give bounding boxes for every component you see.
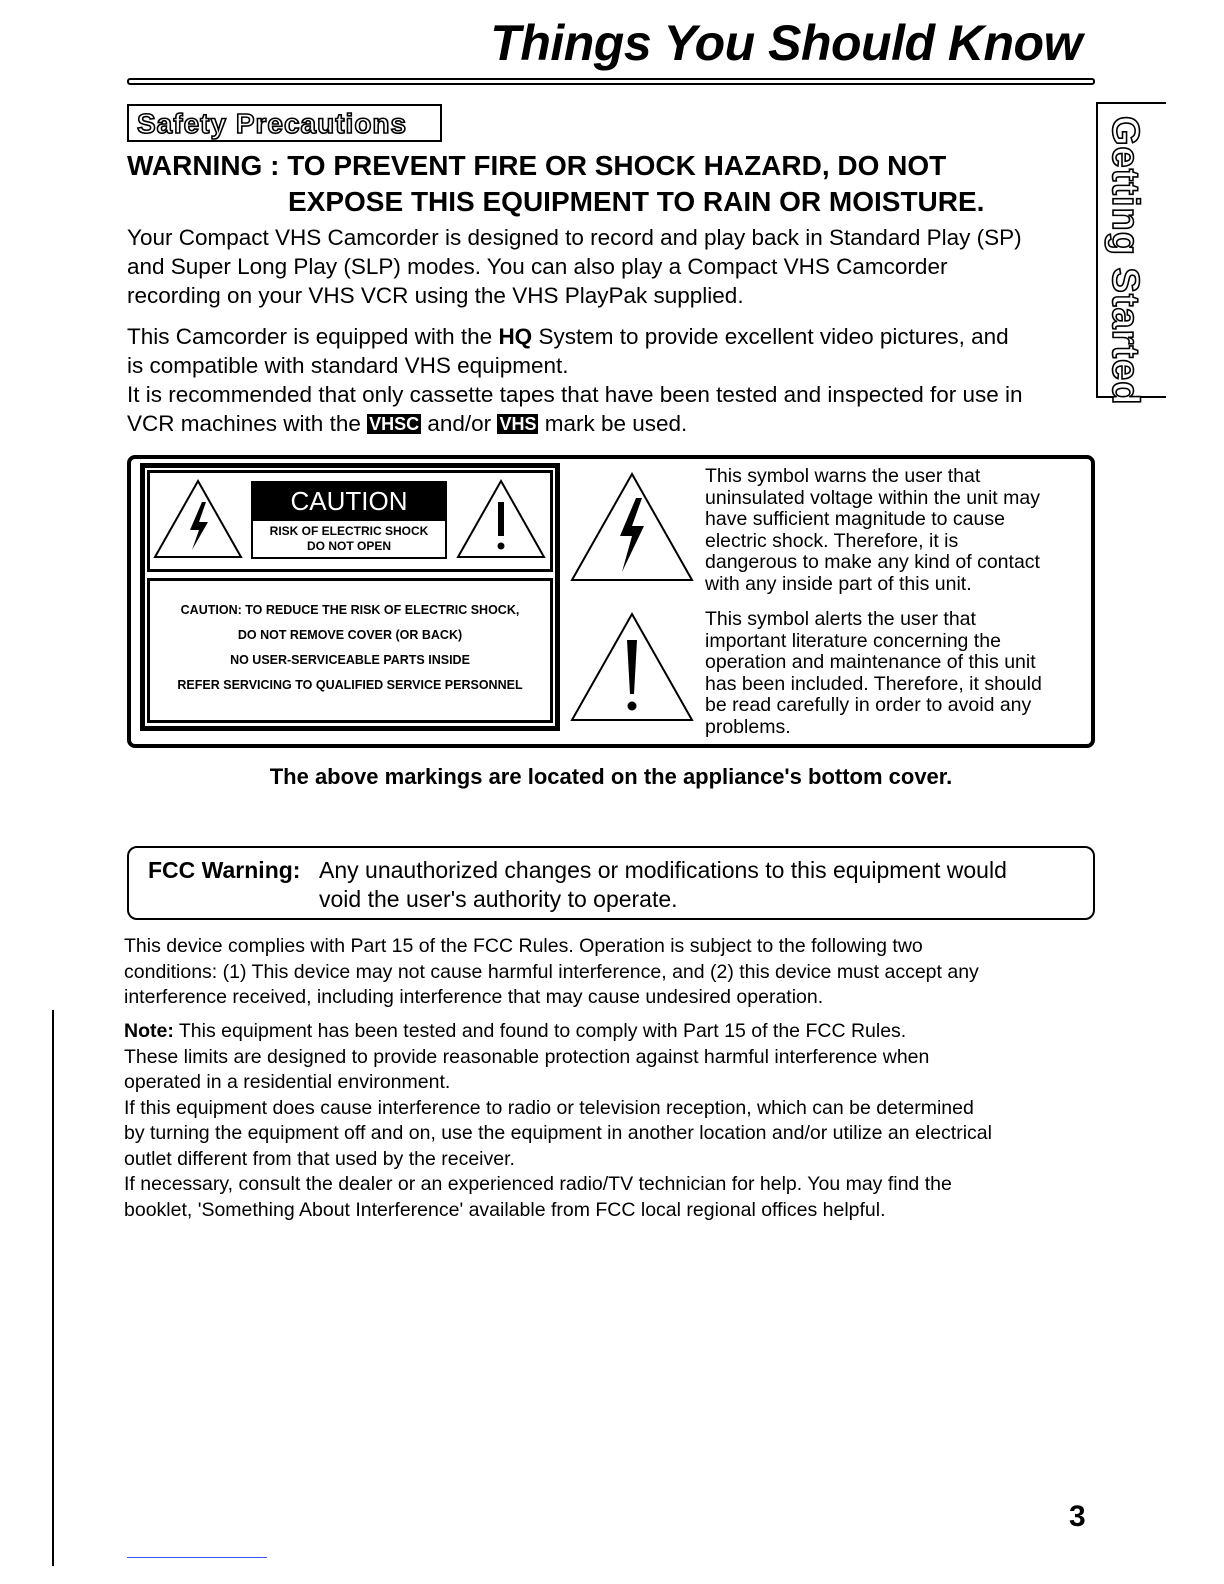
compliance-line: conditions: (1) This device may not cause harmful interference, and (2) this device must accept any [124, 960, 979, 983]
vhsc-mark-logo: VHSC [369, 414, 420, 434]
lightning-warning-icon [152, 478, 244, 560]
note-line: outlet different from that used by the receiver. [124, 1147, 515, 1170]
intro-paragraph-1 [127, 223, 1087, 310]
lightning-description [705, 466, 1085, 595]
note-line: booklet, 'Something About Interference' available from FCC local regional offices helpful. [124, 1198, 886, 1221]
intro-line: recording on your VHS VCR using the VHS PlayPak supplied. [127, 283, 744, 308]
note-label: Note: [124, 1020, 174, 1042]
description-line: has been included. Therefore, it should [705, 672, 1042, 695]
note-line: Note: This equipment has been tested and found to comply with Part 15 of the FCC Rules. [124, 1020, 907, 1042]
page-title: Things You Should Know [490, 15, 1082, 71]
intro-line: This Camcorder is equipped with the HQ System to provide excellent video pictures, and [127, 324, 1009, 349]
intro-line: and Super Long Play (SLP) modes. You can also play a Compact VHS Camcorder [127, 254, 948, 279]
description-line: have sufficient magnitude to cause [705, 508, 1005, 530]
caution-line: CAUTION: TO REDUCE THE RISK OF ELECTRIC SHOCK, [180, 603, 520, 617]
caution-line: NO USER-SERVICEABLE PARTS INSIDE [230, 653, 470, 667]
note-line: If necessary, consult the dealer or an experienced radio/TV technician for help. You may find the [124, 1173, 952, 1195]
intro-line: VCR machines with the VHSC and/or VHS mark be used. [127, 411, 688, 436]
compliance-line: interference received, including interference that may cause undesired operation. [124, 986, 824, 1008]
fcc-warning-text [319, 856, 1089, 914]
caution-line: REFER SERVICING TO QUALIFIED SERVICE PERSONNEL [177, 678, 523, 692]
description-line: dangerous to make any kind of contact [705, 551, 1040, 573]
bottom-rule [127, 1557, 267, 1558]
description-line: be read carefully in order to avoid any [705, 694, 1032, 716]
lightning-symbol-icon [568, 470, 696, 584]
intro-line: Your Compact VHS Camcorder is designed to record and play back in Standard Play (SP) [127, 225, 1022, 250]
description-line: uninsulated voltage within the unit may [705, 486, 1040, 509]
scan-margin-line [52, 1010, 54, 1566]
note-paragraph [124, 1019, 1084, 1223]
hq-bold: HQ [498, 324, 533, 349]
fcc-warning-label: FCC Warning: [148, 857, 301, 883]
note-line: operated in a residential environment. [124, 1071, 451, 1093]
side-tab-label: Getting Started [1104, 116, 1146, 406]
section-tab [127, 104, 442, 142]
risk-of-shock-box [251, 519, 447, 559]
caution-badge: CAUTION [251, 481, 447, 519]
description-line: electric shock. Therefore, it is [705, 529, 959, 552]
warning-line-2: EXPOSE THIS EQUIPMENT TO RAIN OR MOISTURE. [288, 186, 985, 217]
note-line: These limits are designed to provide reasonable protection against harmful interference when [124, 1045, 930, 1068]
description-line: important literature concerning the [705, 629, 1001, 652]
caution-line: DO NOT REMOVE COVER (OR BACK) [237, 628, 463, 642]
intro-paragraph-2 [127, 322, 1087, 438]
exclamation-warning-icon [455, 478, 547, 560]
vhs-mark-logo: VHS [499, 414, 537, 434]
description-line: This symbol alerts the user that [705, 608, 976, 630]
exclamation-symbol-icon [568, 610, 696, 724]
fcc-line: Any unauthorized changes or modifications to this equipment would [319, 857, 1007, 883]
warning-line-1: WARNING : TO PREVENT FIRE OR SHOCK HAZARD, DO NOT [127, 150, 947, 181]
intro-line: It is recommended that only cassette tapes that have been tested and inspected for use in [127, 382, 1023, 407]
markings-note: The above markings are located on the appliance's bottom cover. [269, 764, 953, 789]
risk-line-2: DO NOT OPEN [306, 539, 391, 553]
description-line: This symbol warns the user that [705, 465, 981, 487]
note-line: by turning the equipment off and on, use the equipment in another location and/or utilize an electrical [124, 1122, 992, 1144]
description-line: with any inside part of this unit. [705, 572, 972, 595]
description-line: problems. [705, 715, 791, 738]
risk-line-1: RISK OF ELECTRIC SHOCK [269, 524, 429, 538]
title-rule [127, 78, 1095, 85]
exclamation-description [705, 609, 1085, 738]
section-tab-label: Safety Precautions [137, 108, 408, 139]
fcc-line: void the user's authority to operate. [319, 886, 678, 912]
note-line: If this equipment does cause interference to radio or television reception, which can be determined [124, 1096, 974, 1119]
side-tab [1096, 102, 1166, 406]
compliance-paragraph [124, 934, 1084, 1011]
intro-line: is compatible with standard VHS equipment. [127, 353, 569, 378]
compliance-line: This device complies with Part 15 of the FCC Rules. Operation is subject to the following two [124, 935, 923, 957]
description-line: operation and maintenance of this unit [705, 651, 1036, 673]
caution-text-block [147, 598, 553, 698]
page-number: 3 [1069, 1500, 1086, 1533]
